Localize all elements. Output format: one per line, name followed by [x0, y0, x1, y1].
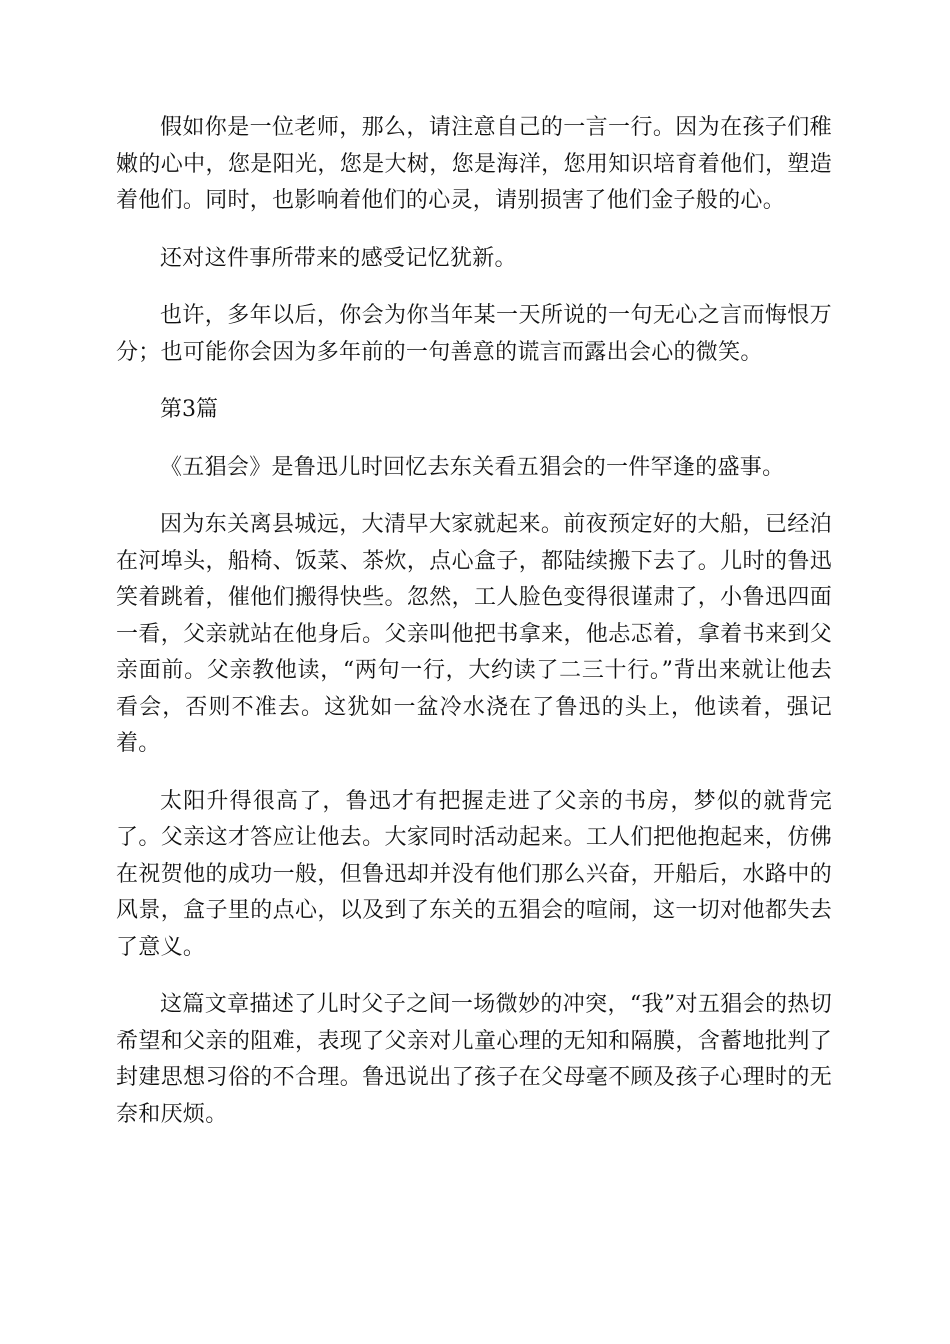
paragraph-regret: 也许，多年以后，你会为你当年某一天所说的一句无心之言而悔恨万分；也可能你会因为多年前的一句善意的谎言而露出会心的微笑。 — [116, 303, 832, 365]
paragraph-conclusion: 这篇文章描述了儿时父子之间一场微妙的冲突，“我”对五猖会的热切希望和父亲的阻难，表现了父亲对儿童心理的无知和隔膜，含蓄地批判了封建思想习俗的不合理。鲁迅说出了孩子在父母毫不顾及孩子心理时的无奈和厌烦。 — [116, 992, 832, 1127]
section-heading: 第3篇 — [160, 397, 218, 422]
paragraph-intro: 《五猖会》是鲁迅儿时回忆去东关看五猖会的一件罕逢的盛事。 — [160, 454, 785, 480]
paragraph-memory: 还对这件事所带来的感受记忆犹新。 — [160, 245, 517, 271]
paragraph-teacher: 假如你是一位老师，那么，请注意自己的一言一行。因为在孩子们稚嫩的心中，您是阳光，您是大树，您是海洋，您用知识培育着他们，塑造着他们。同时，也影响着他们的心灵，请别损害了他们金子般的心。 — [116, 115, 832, 213]
document-page — [116, 110, 832, 1154]
paragraph-recite: 太阳升得很高了，鲁迅才有把握走进了父亲的书房，梦似的就背完了。父亲这才答应让他去。大家同时活动起来。工人们把他抱起来，仿佛在祝贺他的成功一般，但鲁迅却并没有他们那么兴奋，开船后，水路中的风景，盒子里的点心，以及到了东关的五猖会的喧闹，这一切对他都失去了意义。 — [116, 788, 832, 960]
paragraph-morning: 因为东关离县城远，大清早大家就起来。前夜预定好的大船，已经泊在河埠头，船椅、饭菜、茶炊，点心盒子，都陆续搬下去了。儿时的鲁迅笑着跳着，催他们搬得快些。忽然，工人脸色变得很谨肃了，小鲁迅四面一看，父亲就站在他身后。父亲叫他把书拿来，他忐忑着，拿着书来到父亲面前。父亲教他读，“两句一行，大约读了二三十行。”背出来就让他去看会，否则不准去。这犹如一盆冷水浇在了鲁迅的头上，他读着，强记着。 — [116, 512, 832, 756]
